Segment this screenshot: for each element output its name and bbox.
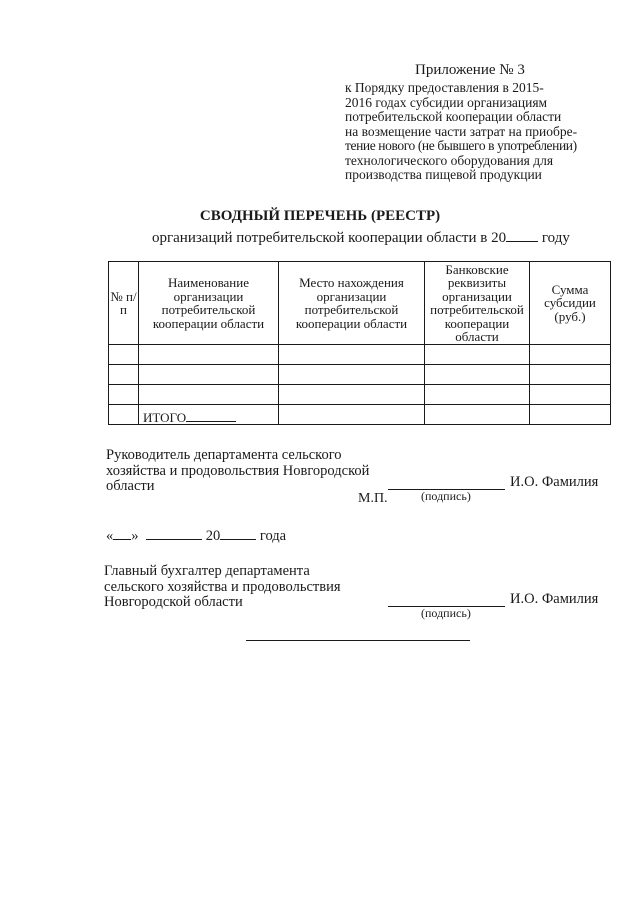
table-cell bbox=[109, 385, 139, 405]
head-signature-caption: (подпись) bbox=[421, 489, 471, 503]
table-cell bbox=[139, 345, 279, 365]
head-position bbox=[106, 448, 369, 495]
table-cell bbox=[109, 405, 139, 425]
day-blank bbox=[113, 527, 131, 540]
table-cell bbox=[279, 365, 425, 385]
table-cell bbox=[530, 345, 611, 365]
subtitle-suffix: году bbox=[541, 230, 570, 246]
appendix-line: потребительской кооперации области bbox=[345, 109, 562, 124]
table-row bbox=[109, 365, 611, 385]
table-cell bbox=[425, 345, 530, 365]
date-suffix: года bbox=[259, 528, 287, 544]
table-cell bbox=[530, 365, 611, 385]
subtitle-prefix: организаций потребительской кооперации области в 20 bbox=[152, 230, 507, 246]
registry-table bbox=[108, 261, 611, 425]
bottom-separator bbox=[246, 640, 470, 641]
table-cell bbox=[279, 345, 425, 365]
header-number: № п/п bbox=[109, 262, 139, 345]
total-label-cell bbox=[139, 405, 279, 425]
document-subtitle bbox=[152, 229, 570, 247]
appendix-line: 2016 годах субсидии организациям bbox=[345, 94, 548, 110]
table-cell bbox=[109, 345, 139, 365]
table-total-row bbox=[109, 405, 611, 425]
table-cell bbox=[279, 405, 425, 425]
head-name: И.О. Фамилия bbox=[510, 474, 599, 490]
table-cell bbox=[139, 365, 279, 385]
stamp-label: М.П. bbox=[358, 491, 388, 506]
date-close-quote: » bbox=[131, 528, 139, 544]
head-position-line: Руководитель департамента сельского bbox=[106, 447, 342, 463]
date-year-blank bbox=[220, 527, 256, 540]
table-cell bbox=[139, 385, 279, 405]
date-open-quote: « bbox=[106, 528, 114, 544]
header-subsidy-amount: Сумма субсидии (руб.) bbox=[530, 262, 611, 345]
table-cell bbox=[279, 385, 425, 405]
appendix-line: к Порядку предоставления в 2015- bbox=[345, 80, 544, 95]
table-header-row bbox=[109, 262, 611, 345]
appendix-line: технологического оборудования для bbox=[345, 152, 554, 168]
table-cell bbox=[425, 385, 530, 405]
appendix-line: на возмещение части затрат на приобре- bbox=[345, 123, 578, 139]
accountant-signature-caption: (подпись) bbox=[421, 606, 471, 620]
table-cell bbox=[530, 405, 611, 425]
table-row bbox=[109, 385, 611, 405]
table-cell bbox=[425, 365, 530, 385]
accountant-name: И.О. Фамилия bbox=[510, 591, 599, 607]
head-position-line: хозяйства и продовольствия Новгородской bbox=[106, 462, 370, 479]
header-organization-name: Наименование организации потребительской кооперации области bbox=[139, 262, 279, 345]
date-line bbox=[106, 527, 286, 545]
appendix-line: тение нового (не бывшего в употреблении) bbox=[345, 138, 577, 153]
table-cell bbox=[425, 405, 530, 425]
total-label: ИТОГО bbox=[143, 409, 187, 425]
table-row bbox=[109, 345, 611, 365]
appendix-title: Приложение № 3 bbox=[415, 62, 525, 78]
year-blank bbox=[506, 229, 538, 242]
header-location: Место нахождения организации потребительской кооперации области bbox=[279, 262, 425, 345]
accountant-position-line: Новгородской области bbox=[104, 594, 243, 610]
appendix-description bbox=[345, 81, 615, 183]
accountant-position bbox=[104, 564, 341, 611]
header-bank-details: Банковские реквизиты организации потребительской кооперации области bbox=[425, 262, 530, 345]
month-blank bbox=[146, 527, 202, 540]
accountant-position-line: Главный бухгалтер департамента bbox=[104, 563, 310, 579]
table-cell bbox=[530, 385, 611, 405]
accountant-position-line: сельского хозяйства и продовольствия bbox=[104, 578, 341, 595]
document-title: СВОДНЫЙ ПЕРЕЧЕНЬ (РЕЕСТР) bbox=[199, 208, 441, 224]
head-position-line: области bbox=[106, 478, 155, 494]
appendix-line: производства пищевой продукции bbox=[345, 167, 542, 182]
date-year-prefix: 20 bbox=[205, 528, 221, 544]
total-underline bbox=[186, 411, 236, 422]
table-cell bbox=[109, 365, 139, 385]
